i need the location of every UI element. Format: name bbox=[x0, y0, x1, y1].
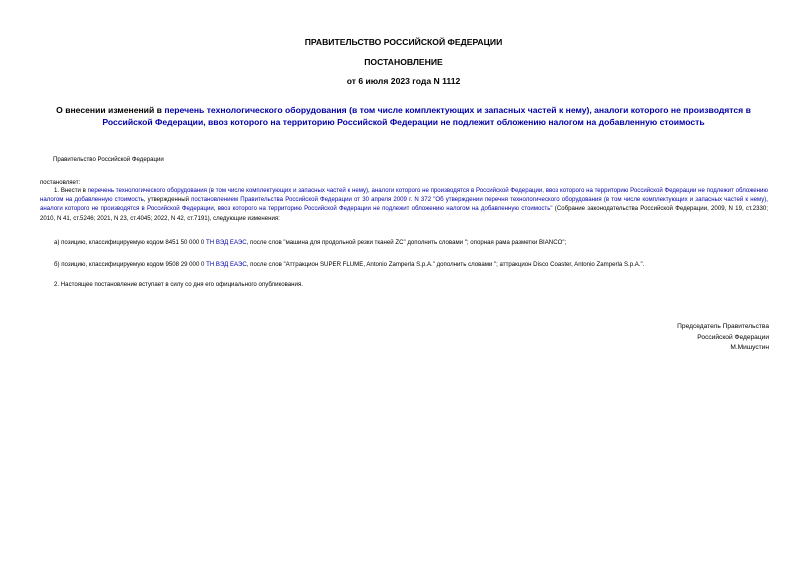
item-1-mid: , утвержденный bbox=[143, 196, 192, 204]
item-a-tail: , после слов "машина для продольной резки тканей ZC" дополнить словами "; опорная рама разметки BIANCO"; bbox=[246, 239, 567, 246]
signature-block bbox=[677, 322, 769, 354]
item-2-paragraph: 2. Настоящее постановление вступает в силу со дня его официального опубликования. bbox=[54, 281, 303, 288]
resolution-372-link[interactable]: постановлением Правительства Российской Федерации от 30 апреля 2009 г. N 372 "Об утверждении перечня технологического оборудования (в том числе комплектующих и запасных частей к нему), аналоги которого не производятся в Российской Федерации, ввоз которого на территорию Российской Федерации не подлежит обложению налогом на добавленную стоимость" bbox=[40, 196, 768, 213]
item-a-paragraph bbox=[54, 238, 768, 247]
title-prefix: О внесении изменений в bbox=[56, 105, 165, 115]
signature-title-2: Российской Федерации bbox=[697, 333, 769, 341]
item-1-paragraph bbox=[40, 186, 768, 223]
item-b-paragraph bbox=[54, 260, 768, 269]
tn-ved-link-a[interactable]: ТН ВЭД ЕАЭС bbox=[206, 239, 247, 246]
decrees-line: постановляет: bbox=[40, 179, 81, 186]
document-title bbox=[40, 104, 767, 128]
item-1-lead: 1. Внести в bbox=[54, 187, 88, 194]
item-1-tail: (Собрание законодательства Российской Федерации, 2009, N 19, ст.2330; 2010, N 41, ст.5246; 2021, N 23, ст.4045; 2022, N 42, ст.7191), следующие изменения: bbox=[40, 205, 768, 222]
document-type: ПОСТАНОВЛЕНИЕ bbox=[364, 57, 443, 67]
tn-ved-link-b[interactable]: ТН ВЭД ЕАЭС bbox=[206, 261, 247, 268]
signature-name: М.Мишустин bbox=[730, 344, 769, 351]
title-list-link[interactable]: перечень технологического оборудования (в том числе комплектующих и запасных частей к нему), аналоги которого не производятся в Российской Федерации, ввоз которого на территорию Российской Федерации не подлежит обложению налогом на добавленную стоимость bbox=[102, 105, 751, 127]
list-link[interactable]: перечень технологического оборудования (в том числе комплектующих и запасных частей к нему), аналоги которого не производятся в Российской Федерации, ввоз которого на территорию Российской Федерации не подлежит обложению налогом на добавленную стоимость bbox=[40, 187, 769, 204]
signature-title: Председатель Правительства bbox=[677, 323, 769, 330]
government-heading: ПРАВИТЕЛЬСТВО РОССИЙСКОЙ ФЕДЕРАЦИИ bbox=[304, 37, 503, 47]
document-date: от 6 июля 2023 года N 1112 bbox=[346, 76, 461, 86]
item-b-tail: , после слов "Аттракцион SUPER FLUME, Antonio Zamperla S.p.A." дополнить словами "; аттракцион Disco Coaster, Antonio Zamperla S.p.A.". bbox=[246, 261, 645, 268]
government-line: Правительство Российской Федерации bbox=[53, 156, 164, 163]
item-a-lead: а) позицию, классифицируемую кодом 8451 50 000 0 bbox=[54, 239, 207, 246]
item-b-lead: б) позицию, классифицируемую кодом 9508 29 000 0 bbox=[54, 261, 207, 268]
